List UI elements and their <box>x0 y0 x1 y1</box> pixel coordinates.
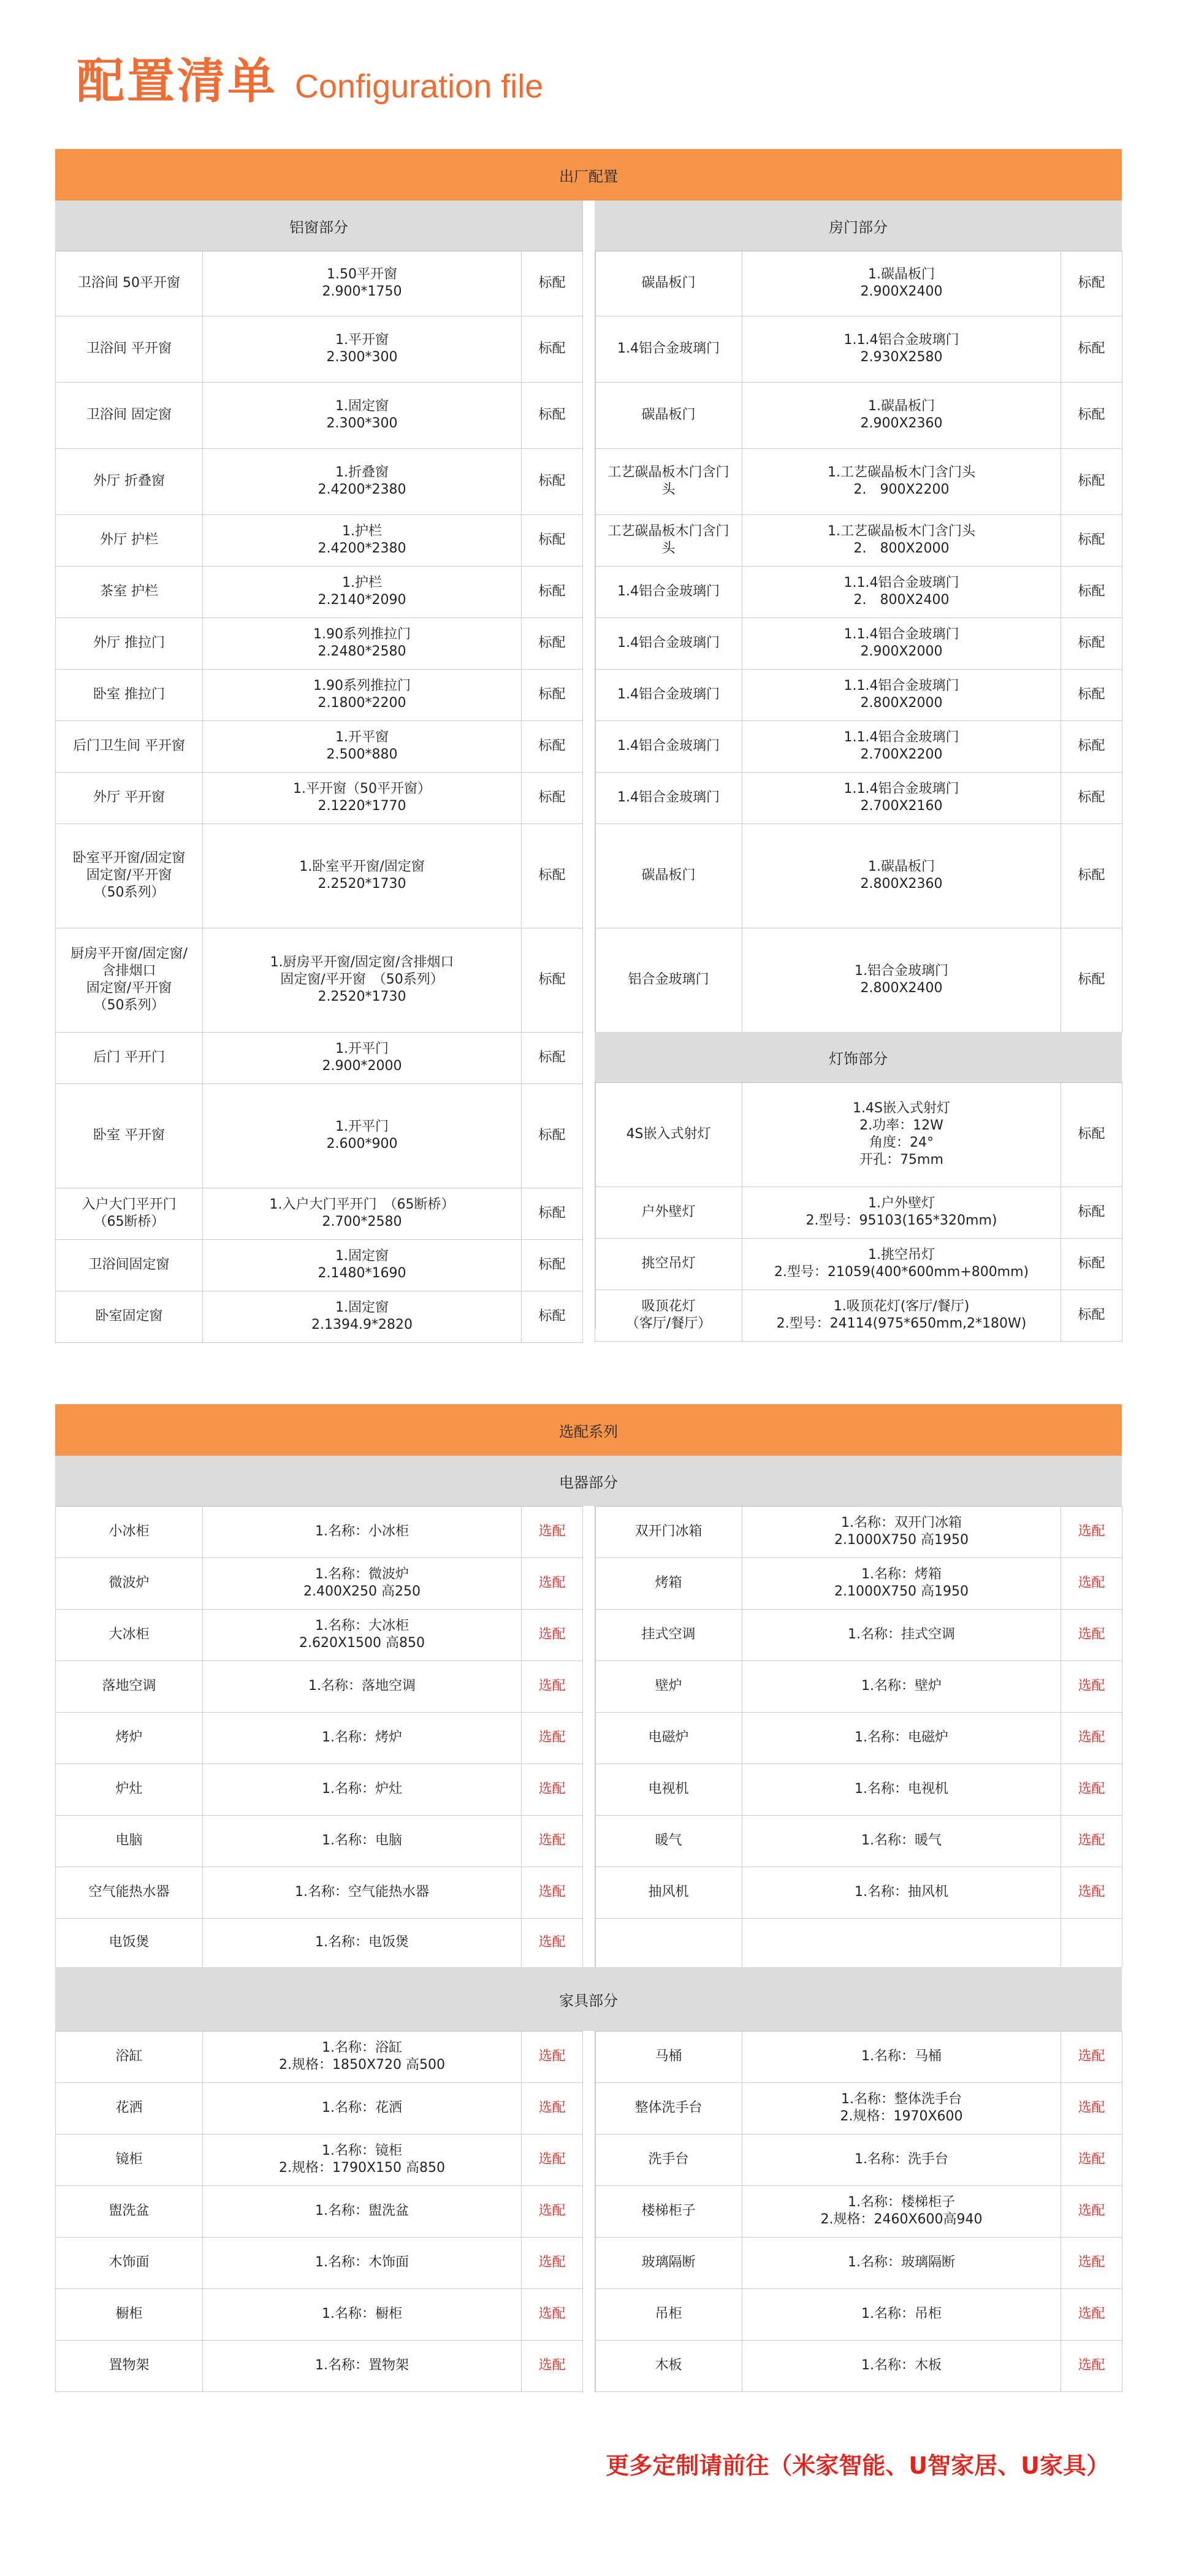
table-row <box>56 1712 583 1764</box>
item-name: 挂式空调 <box>595 1609 742 1661</box>
item-name: 碳晶板门 <box>595 382 742 448</box>
item-spec: 1.工艺碳晶板木门含门头 2. 800X2000 <box>742 514 1061 566</box>
factory-config-section <box>55 149 1122 1332</box>
table-row <box>595 2340 1122 2391</box>
item-name: 厨房平开窗/固定窗/ 含排烟口 固定窗/平开窗 （50系列） <box>56 928 203 1032</box>
page-title <box>77 43 543 110</box>
footer-note: 更多定制请前往（米家智能、U智家居、U家具） <box>606 2452 1110 2479</box>
table-row <box>595 1082 1122 1187</box>
item-tag: 选配 <box>522 2082 583 2134</box>
item-tag: 选配 <box>1061 2031 1122 2082</box>
item-name: 1.4铝合金玻璃门 <box>595 772 742 824</box>
item-tag: 标配 <box>1061 566 1122 617</box>
table-row <box>595 1712 1122 1764</box>
item-tag <box>1061 1918 1122 1967</box>
table-row <box>595 2237 1122 2288</box>
table-row <box>56 2082 583 2134</box>
item-spec <box>742 1918 1061 1967</box>
item-name: 碳晶板门 <box>595 251 742 316</box>
item-name: 抽风机 <box>595 1867 742 1918</box>
item-tag: 选配 <box>1061 1661 1122 1712</box>
item-tag: 标配 <box>522 772 583 824</box>
table-row <box>56 669 583 720</box>
item-spec: 1.吸顶花灯(客厅/餐厅) 2.型号：24114(975*650mm,2*180W) <box>742 1290 1061 1341</box>
title-zh: 配置清单 <box>77 54 278 109</box>
item-tag: 标配 <box>1061 669 1122 720</box>
furniture-left-table <box>55 2031 583 2392</box>
item-name: 暖气 <box>595 1815 742 1867</box>
item-spec: 1.名称：整体洗手台 2.规格：1970X600 <box>742 2082 1061 2134</box>
item-spec: 1.1.4铝合金玻璃门 2.930X2580 <box>742 316 1061 382</box>
item-spec: 1.开平窗 2.500*880 <box>203 720 522 772</box>
item-tag: 标配 <box>1061 1290 1122 1341</box>
item-name: 入户大门平开门 （65断桥） <box>56 1188 203 1239</box>
item-tag: 标配 <box>1061 824 1122 928</box>
item-spec: 1.挑空吊灯 2.型号：21059(400*600mm+800mm) <box>742 1238 1061 1290</box>
item-name: 后门 平开门 <box>56 1032 203 1084</box>
item-spec: 1.厨房平开窗/固定窗/含排烟口 固定窗/平开窗 （50系列） 2.2520*1730 <box>203 928 522 1032</box>
item-tag: 选配 <box>1061 2340 1122 2391</box>
item-tag: 选配 <box>522 2288 583 2340</box>
item-tag: 选配 <box>1061 2237 1122 2288</box>
item-spec: 1.开平门 2.600*900 <box>203 1084 522 1188</box>
table-row <box>595 720 1122 772</box>
item-tag: 选配 <box>522 1506 583 1557</box>
table-row <box>595 2134 1122 2185</box>
item-tag: 选配 <box>522 2031 583 2082</box>
item-name: 电磁炉 <box>595 1712 742 1764</box>
table-row <box>56 2237 583 2288</box>
item-name: 双开门冰箱 <box>595 1506 742 1557</box>
table-row <box>56 1815 583 1867</box>
item-name: 电脑 <box>56 1815 203 1867</box>
table-row <box>595 2288 1122 2340</box>
item-spec: 1.1.4铝合金玻璃门 2.700X2200 <box>742 720 1061 772</box>
item-spec: 1.1.4铝合金玻璃门 2.900X2000 <box>742 617 1061 669</box>
table-row <box>595 1918 1122 1967</box>
table-row <box>56 928 583 1032</box>
item-name: 吊柜 <box>595 2288 742 2340</box>
table-row <box>595 2185 1122 2237</box>
item-tag: 标配 <box>522 316 583 382</box>
table-row <box>595 1815 1122 1867</box>
column-gap <box>582 1506 596 1967</box>
furniture-right-table <box>595 2031 1122 2392</box>
item-spec: 1.90系列推拉门 2.1800*2200 <box>203 669 522 720</box>
table-row <box>56 382 583 448</box>
item-name: 1.4铝合金玻璃门 <box>595 617 742 669</box>
item-spec: 1.固定窗 2.300*300 <box>203 382 522 448</box>
item-name: 盥洗盆 <box>56 2185 203 2237</box>
item-spec: 1.名称：电饭煲 <box>203 1918 522 1967</box>
item-tag: 标配 <box>1061 382 1122 448</box>
item-name: 微波炉 <box>56 1557 203 1609</box>
item-spec: 1.名称：大冰柜 2.620X1500 高850 <box>203 1609 522 1661</box>
item-name: 卧室 推拉门 <box>56 669 203 720</box>
item-spec: 1.名称：烤炉 <box>203 1712 522 1764</box>
item-tag: 选配 <box>1061 2082 1122 2134</box>
item-name: 烤箱 <box>595 1557 742 1609</box>
item-tag: 标配 <box>522 1239 583 1291</box>
item-tag: 选配 <box>522 1557 583 1609</box>
item-tag: 选配 <box>522 1712 583 1764</box>
item-tag: 选配 <box>1061 1712 1122 1764</box>
item-tag: 标配 <box>522 382 583 448</box>
doors-table <box>595 251 1122 1033</box>
item-name: 外厅 平开窗 <box>56 772 203 824</box>
item-spec: 1.名称：吊柜 <box>742 2288 1061 2340</box>
item-name: 外厅 折叠窗 <box>56 448 203 514</box>
table-row <box>595 251 1122 316</box>
table-row <box>595 1764 1122 1815</box>
item-name: 茶室 护栏 <box>56 566 203 617</box>
item-name: 工艺碳晶板木门含门 头 <box>595 448 742 514</box>
item-name: 电饭煲 <box>56 1918 203 1967</box>
item-name: 花洒 <box>56 2082 203 2134</box>
item-tag: 标配 <box>522 928 583 1032</box>
table-row <box>56 772 583 824</box>
table-row <box>56 251 583 316</box>
table-row <box>56 2288 583 2340</box>
item-name: 卫浴间固定窗 <box>56 1239 203 1291</box>
table-row <box>595 669 1122 720</box>
item-tag: 选配 <box>1061 1557 1122 1609</box>
item-name: 镜柜 <box>56 2134 203 2185</box>
item-name: 浴缸 <box>56 2031 203 2082</box>
item-name: 卫浴间 固定窗 <box>56 382 203 448</box>
item-tag: 选配 <box>522 2340 583 2391</box>
item-tag: 标配 <box>522 448 583 514</box>
item-tag: 标配 <box>522 251 583 316</box>
aluminum-windows-table <box>55 251 583 1343</box>
item-tag: 选配 <box>522 1609 583 1661</box>
item-name: 大冰柜 <box>56 1609 203 1661</box>
item-name: 电视机 <box>595 1764 742 1815</box>
item-tag: 标配 <box>1061 448 1122 514</box>
item-spec: 1.名称：浴缸 2.规格：1850X720 高500 <box>203 2031 522 2082</box>
item-tag: 标配 <box>1061 514 1122 566</box>
item-spec: 1.名称：木板 <box>742 2340 1061 2391</box>
table-row <box>56 1239 583 1291</box>
table-row <box>56 514 583 566</box>
item-tag: 标配 <box>1061 928 1122 1032</box>
item-name: 吸顶花灯 （客厅/餐厅） <box>595 1290 742 1341</box>
item-name: 落地空调 <box>56 1661 203 1712</box>
item-tag: 标配 <box>1061 251 1122 316</box>
item-spec: 1.固定窗 2.1394.9*2820 <box>203 1291 522 1342</box>
table-row <box>595 2082 1122 2134</box>
item-tag: 选配 <box>522 1918 583 1967</box>
factory-config-header: 出厂配置 <box>55 149 1122 202</box>
appliances-right-table <box>595 1506 1122 1968</box>
item-name: 马桶 <box>595 2031 742 2082</box>
table-row <box>56 566 583 617</box>
item-spec: 1.名称：落地空调 <box>203 1661 522 1712</box>
item-spec: 1.名称：马桶 <box>742 2031 1061 2082</box>
table-row <box>56 720 583 772</box>
item-tag: 选配 <box>522 1867 583 1918</box>
column-gap <box>582 2031 596 2393</box>
table-row <box>56 1084 583 1188</box>
table-row <box>595 617 1122 669</box>
item-spec: 1.1.4铝合金玻璃门 2. 800X2400 <box>742 566 1061 617</box>
item-spec: 1.名称：电视机 <box>742 1764 1061 1815</box>
item-tag: 标配 <box>522 566 583 617</box>
table-row <box>56 2185 583 2237</box>
item-name: 4S嵌入式射灯 <box>595 1082 742 1187</box>
table-row <box>595 1238 1122 1290</box>
item-tag: 标配 <box>1061 772 1122 824</box>
item-spec: 1.铝合金玻璃门 2.800X2400 <box>742 928 1061 1032</box>
optional-config-section <box>55 1404 1122 2398</box>
item-name: 楼梯柜子 <box>595 2185 742 2237</box>
table-row <box>56 1867 583 1918</box>
item-name: 置物架 <box>56 2340 203 2391</box>
section-lighting: 灯饰部分 <box>595 1032 1122 1083</box>
lighting-table <box>595 1082 1122 1342</box>
item-spec: 1.名称：烤箱 2.1000X750 高1950 <box>742 1557 1061 1609</box>
item-name: 壁炉 <box>595 1661 742 1712</box>
item-name: 空气能热水器 <box>56 1867 203 1918</box>
item-spec: 1.名称：橱柜 <box>203 2288 522 2340</box>
item-tag: 标配 <box>522 1084 583 1188</box>
item-spec: 1.户外壁灯 2.型号：95103(165*320mm) <box>742 1187 1061 1238</box>
item-spec: 1.碳晶板门 2.800X2360 <box>742 824 1061 928</box>
table-row <box>595 382 1122 448</box>
item-spec: 1.名称：双开门冰箱 2.1000X750 高1950 <box>742 1506 1061 1557</box>
item-spec: 1.开平门 2.900*2000 <box>203 1032 522 1084</box>
table-row <box>56 1557 583 1609</box>
item-spec: 1.50平开窗 2.900*1750 <box>203 251 522 316</box>
item-spec: 1.入户大门平开门 （65断桥） 2.700*2580 <box>203 1188 522 1239</box>
item-spec: 1.1.4铝合金玻璃门 2.700X2160 <box>742 772 1061 824</box>
item-name: 1.4铝合金玻璃门 <box>595 316 742 382</box>
table-row <box>595 824 1122 928</box>
table-row <box>56 1764 583 1815</box>
item-spec: 1.名称：电脑 <box>203 1815 522 1867</box>
item-spec: 1.名称：电磁炉 <box>742 1712 1061 1764</box>
item-name: 卧室 平开窗 <box>56 1084 203 1188</box>
item-spec: 1.90系列推拉门 2.2480*2580 <box>203 617 522 669</box>
table-row <box>56 1661 583 1712</box>
table-row <box>595 1290 1122 1341</box>
title-en: Configuration file <box>295 68 544 105</box>
table-row <box>56 1188 583 1239</box>
table-row <box>595 928 1122 1032</box>
item-name: 炉灶 <box>56 1764 203 1815</box>
table-row <box>56 824 583 928</box>
table-row <box>56 2031 583 2082</box>
table-row <box>595 1557 1122 1609</box>
optional-config-header: 选配系列 <box>55 1404 1122 1457</box>
item-spec: 1.名称：花洒 <box>203 2082 522 2134</box>
table-row <box>56 1918 583 1967</box>
item-spec: 1.名称：木饰面 <box>203 2237 522 2288</box>
item-spec: 1.名称：抽风机 <box>742 1867 1061 1918</box>
item-spec: 1.名称：楼梯柜子 2.规格：2460X600高940 <box>742 2185 1061 2237</box>
item-name: 烤炉 <box>56 1712 203 1764</box>
item-tag: 标配 <box>522 669 583 720</box>
table-row <box>56 316 583 382</box>
table-row <box>595 1506 1122 1557</box>
item-name: 户外壁灯 <box>595 1187 742 1238</box>
item-name: 洗手台 <box>595 2134 742 2185</box>
section-furniture: 家具部分 <box>55 1967 1122 2031</box>
item-name: 卧室平开窗/固定窗 固定窗/平开窗 （50系列） <box>56 824 203 928</box>
item-tag: 选配 <box>1061 2288 1122 2340</box>
section-doors: 房门部分 <box>595 201 1122 251</box>
table-row <box>56 1032 583 1084</box>
item-name: 铝合金玻璃门 <box>595 928 742 1032</box>
item-name <box>595 1918 742 1967</box>
item-tag: 标配 <box>1061 316 1122 382</box>
item-spec: 1.固定窗 2.1480*1690 <box>203 1239 522 1291</box>
table-row <box>595 514 1122 566</box>
item-name: 橱柜 <box>56 2288 203 2340</box>
item-tag: 选配 <box>1061 1764 1122 1815</box>
table-row <box>595 1609 1122 1661</box>
item-name: 卧室固定窗 <box>56 1291 203 1342</box>
item-spec: 1.名称：暖气 <box>742 1815 1061 1867</box>
item-tag: 标配 <box>522 720 583 772</box>
item-spec: 1.折叠窗 2.4200*2380 <box>203 448 522 514</box>
item-spec: 1.名称：微波炉 2.400X250 高250 <box>203 1557 522 1609</box>
item-name: 1.4铝合金玻璃门 <box>595 669 742 720</box>
item-name: 外厅 推拉门 <box>56 617 203 669</box>
table-row <box>595 566 1122 617</box>
item-tag: 选配 <box>1061 1506 1122 1557</box>
item-name: 碳晶板门 <box>595 824 742 928</box>
item-tag: 标配 <box>522 617 583 669</box>
table-row <box>56 1291 583 1342</box>
item-spec: 1.名称：小冰柜 <box>203 1506 522 1557</box>
item-tag: 标配 <box>522 514 583 566</box>
item-tag: 标配 <box>522 1291 583 1342</box>
item-tag: 选配 <box>1061 2185 1122 2237</box>
item-tag: 标配 <box>522 1188 583 1239</box>
item-spec: 1.护栏 2.2140*2090 <box>203 566 522 617</box>
table-row <box>56 617 583 669</box>
item-spec: 1.平开窗 2.300*300 <box>203 316 522 382</box>
item-name: 卫浴间 平开窗 <box>56 316 203 382</box>
item-tag: 选配 <box>522 2185 583 2237</box>
item-spec: 1.名称：洗手台 <box>742 2134 1061 2185</box>
item-tag: 标配 <box>1061 1082 1122 1187</box>
item-name: 小冰柜 <box>56 1506 203 1557</box>
item-spec: 1.卧室平开窗/固定窗 2.2520*1730 <box>203 824 522 928</box>
item-tag: 选配 <box>1061 1867 1122 1918</box>
item-spec: 1.名称：挂式空调 <box>742 1609 1061 1661</box>
item-spec: 1.名称：镜柜 2.规格：1790X150 高850 <box>203 2134 522 2185</box>
item-name: 后门卫生间 平开窗 <box>56 720 203 772</box>
item-tag: 标配 <box>1061 1238 1122 1290</box>
table-row <box>56 2340 583 2391</box>
table-row <box>56 448 583 514</box>
table-row <box>595 448 1122 514</box>
item-name: 外厅 护栏 <box>56 514 203 566</box>
appliances-left-table <box>55 1506 583 1968</box>
item-tag: 选配 <box>1061 1815 1122 1867</box>
section-aluminum-windows: 铝窗部分 <box>55 201 582 251</box>
table-row <box>56 1506 583 1557</box>
column-gap <box>582 201 596 1329</box>
item-name: 木板 <box>595 2340 742 2391</box>
item-name: 整体洗手台 <box>595 2082 742 2134</box>
table-row <box>595 2031 1122 2082</box>
item-tag: 选配 <box>522 1815 583 1867</box>
item-name: 工艺碳晶板木门含门 头 <box>595 514 742 566</box>
section-appliances: 电器部分 <box>55 1456 1122 1507</box>
item-spec: 1.名称：炉灶 <box>203 1764 522 1815</box>
item-tag: 选配 <box>522 1764 583 1815</box>
item-spec: 1.名称：空气能热水器 <box>203 1867 522 1918</box>
table-row <box>595 316 1122 382</box>
table-row <box>595 1867 1122 1918</box>
table-row <box>56 1609 583 1661</box>
item-tag: 标配 <box>522 1032 583 1084</box>
item-tag: 选配 <box>1061 2134 1122 2185</box>
item-name: 1.4铝合金玻璃门 <box>595 566 742 617</box>
item-spec: 1.名称：盥洗盆 <box>203 2185 522 2237</box>
item-tag: 选配 <box>522 2134 583 2185</box>
item-tag: 选配 <box>522 1661 583 1712</box>
item-spec: 1.4S嵌入式射灯 2.功率：12W 角度：24° 开孔：75mm <box>742 1082 1061 1187</box>
item-tag: 选配 <box>1061 1609 1122 1661</box>
table-row <box>595 772 1122 824</box>
table-row <box>56 2134 583 2185</box>
item-spec: 1.工艺碳晶板木门含门头 2. 900X2200 <box>742 448 1061 514</box>
item-spec: 1.1.4铝合金玻璃门 2.800X2000 <box>742 669 1061 720</box>
item-tag: 选配 <box>522 2237 583 2288</box>
item-name: 木饰面 <box>56 2237 203 2288</box>
item-spec: 1.碳晶板门 2.900X2360 <box>742 382 1061 448</box>
item-spec: 1.护栏 2.4200*2380 <box>203 514 522 566</box>
item-tag: 标配 <box>1061 617 1122 669</box>
table-row <box>595 1661 1122 1712</box>
item-spec: 1.平开窗（50平开窗） 2.1220*1770 <box>203 772 522 824</box>
item-spec: 1.名称：玻璃隔断 <box>742 2237 1061 2288</box>
item-name: 1.4铝合金玻璃门 <box>595 720 742 772</box>
item-name: 卫浴间 50平开窗 <box>56 251 203 316</box>
table-row <box>595 1187 1122 1238</box>
item-spec: 1.名称：置物架 <box>203 2340 522 2391</box>
item-spec: 1.碳晶板门 2.900X2400 <box>742 251 1061 316</box>
item-name: 玻璃隔断 <box>595 2237 742 2288</box>
item-tag: 标配 <box>1061 1187 1122 1238</box>
item-tag: 标配 <box>522 824 583 928</box>
item-name: 挑空吊灯 <box>595 1238 742 1290</box>
item-spec: 1.名称：壁炉 <box>742 1661 1061 1712</box>
item-tag: 标配 <box>1061 720 1122 772</box>
